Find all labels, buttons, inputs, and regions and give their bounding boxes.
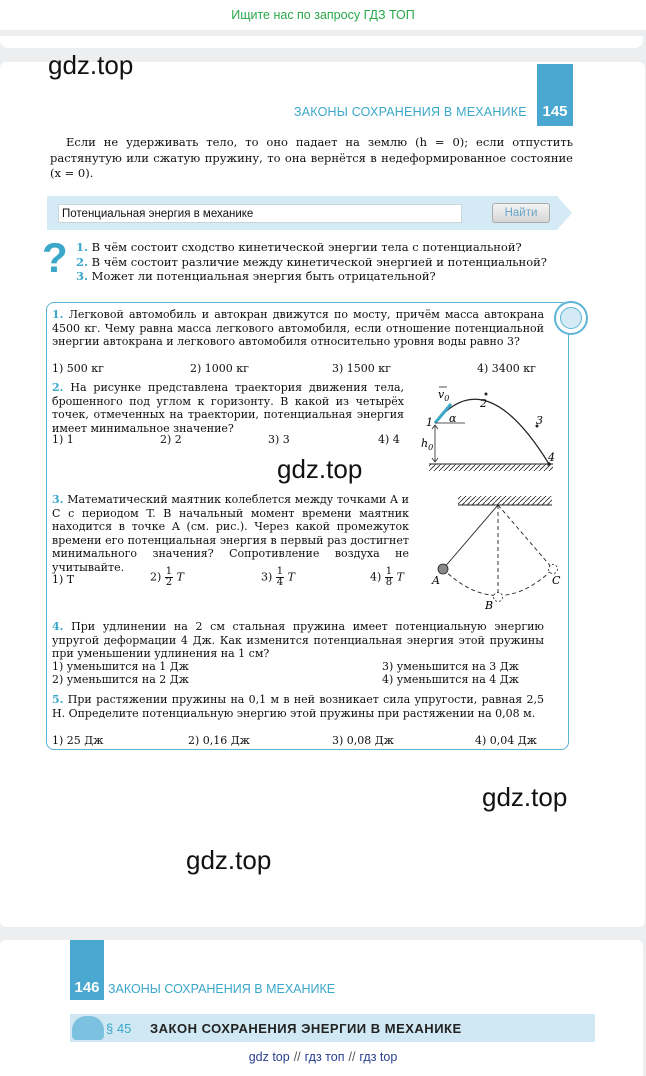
- next-page-number-tab: [70, 940, 104, 1000]
- answer: 1) уменьшится на 1 Дж: [52, 660, 189, 673]
- answer: 3) 0,08 Дж: [332, 734, 394, 747]
- point-2-label: 2: [480, 397, 487, 410]
- question-item: 2. В чём состоит различие между кинетической энергией и потенциальной?: [76, 254, 547, 269]
- bob-a: [438, 564, 448, 574]
- point-4-label: 4: [548, 451, 555, 464]
- watermark: gdz.top: [277, 454, 363, 484]
- footer-link[interactable]: гдз top: [359, 1050, 398, 1064]
- next-page-number: 146: [74, 979, 100, 996]
- answer-fraction: 2) $\frac{1}{2}$ T: [150, 566, 185, 588]
- answer-fraction: 4) $\frac{1}{8}$ T: [370, 566, 405, 588]
- trajectory-curve: [435, 399, 549, 464]
- intro-paragraph: Если не удерживать тело, то оно падает на землю (h = 0); если отпустить растянутую или сжатую пружину, то она вернётся в недеформированное состояние (x = 0).: [50, 135, 573, 180]
- section-title: ЗАКОН СОХРАНЕНИЯ ЭНЕРГИИ В МЕХАНИКЕ: [150, 1021, 462, 1036]
- running-head: ЗАКОНЫ СОХРАНЕНИЯ В МЕХАНИКЕ: [294, 105, 527, 119]
- answer: 4) 4: [378, 433, 400, 446]
- bob-c: [549, 565, 558, 574]
- answer: 4) уменьшится на 4 Дж: [382, 673, 519, 686]
- test-3: 3. Математический маятник колеблется между точками A и C с периодом T. В начальный момент времени маятник находится в точке A (см. рис.). Через какой промежуток времени его потенциальная энергия в первый раз достигнет минимального значения? Сопротивление воздуха не учитывайте.: [52, 493, 409, 574]
- h0-label: $h_0$: [421, 437, 434, 452]
- search-input[interactable]: Потенциальная энергия в механике: [58, 204, 462, 223]
- question-mark-icon: ?: [42, 234, 68, 281]
- search-button[interactable]: Найти: [492, 203, 550, 223]
- answer: 1) 1: [52, 433, 74, 446]
- answer-fraction: 3) $\frac{1}{4}$ T: [261, 566, 296, 588]
- alpha-label: α: [449, 412, 457, 425]
- point-c-label: C: [552, 574, 561, 587]
- watermark: gdz.top: [482, 782, 568, 812]
- answer: 1) 25 Дж: [52, 734, 104, 747]
- top-banner-text[interactable]: Ищите нас по запросу ГДЗ ТОП: [231, 8, 415, 22]
- answer: 3) 3: [268, 433, 290, 446]
- point-2: [485, 393, 488, 396]
- answer: 4) 0,04 Дж: [475, 734, 537, 747]
- answer: 2) уменьшится на 2 Дж: [52, 673, 189, 686]
- next-running-head: ЗАКОНЫ СОХРАНЕНИЯ В МЕХАНИКЕ: [108, 982, 336, 996]
- search-bar-arrow: [557, 196, 572, 230]
- answer: 2) 1000 кг: [190, 362, 249, 375]
- question-item: 1. В чём состоит сходство кинетической энергии тела с потенциальной?: [76, 240, 522, 254]
- test-5: 5. При растяжении пружины на 0,1 м в ней возникает сила упругости, равная 2,5 Н. Определите потенциальную энергию этой пружины при растяжении на 0,08 м.: [52, 693, 544, 720]
- top-banner[interactable]: [0, 0, 646, 30]
- answer: 4) 3400 кг: [477, 362, 536, 375]
- footer-link[interactable]: gdz top: [248, 1050, 290, 1064]
- page-number-tab: [537, 64, 573, 126]
- review-questions: [76, 240, 547, 284]
- answer: 2) 2: [160, 433, 182, 446]
- answer: 2) 0,16 Дж: [188, 734, 250, 747]
- page-number: 145: [542, 103, 568, 120]
- answer: 3) уменьшится на 3 Дж: [382, 660, 519, 673]
- footer-links: gdz top // гдз топ // гдз top: [248, 1050, 398, 1064]
- trajectory-figure: [415, 380, 560, 472]
- previous-page-edge: [0, 36, 643, 48]
- answer: 1) T: [52, 573, 75, 586]
- ground-hatch: [429, 464, 553, 471]
- question-item: 3. Может ли потенциальная энергия быть отрицательной?: [76, 269, 436, 283]
- test-2: 2. На рисунке представлена траектория движения тела, брошенного под углом к горизонту. В какой из четырёх точек, отмеченных на траектории, потенциальная энергия имеет минимальное значение?: [52, 381, 404, 435]
- bob-b: [494, 593, 503, 602]
- section-number: § 45: [106, 1021, 132, 1036]
- bell-icon: [72, 1016, 104, 1040]
- string-a: [443, 505, 498, 569]
- answer: 3) 1500 кг: [332, 362, 391, 375]
- test-1: 1. Легковой автомобиль и автокран движутся по мосту, причём масса автокрана 4500 кг. Чему равна масса легкового автомобиля, если отношение потенциальной энергии автокрана и легкового автомобиля относительно уровня воды равно 3?: [52, 308, 545, 348]
- point-1-label: 1: [426, 416, 433, 429]
- point-a-label: A: [432, 574, 440, 587]
- string-c: [498, 505, 553, 569]
- ceiling-hatch: [458, 496, 552, 505]
- answer: 1) 500 кг: [52, 362, 104, 375]
- v0-label: $v_0$: [438, 388, 450, 403]
- watermark: gdz.top: [186, 845, 272, 875]
- pendulum-figure: [425, 492, 570, 612]
- footer-link[interactable]: гдз топ: [304, 1050, 345, 1064]
- test-icon: [554, 301, 588, 335]
- point-3-label: 3: [536, 414, 543, 427]
- test-4: 4. При удлинении на 2 см стальная пружина имеет потенциальную энергию упругой деформации 4 Дж. Как изменится потенциальная энергия этой пружины при уменьшении удлинения на 1 см?: [52, 620, 544, 660]
- point-b-label: B: [485, 599, 494, 612]
- watermark: gdz.top: [48, 50, 134, 80]
